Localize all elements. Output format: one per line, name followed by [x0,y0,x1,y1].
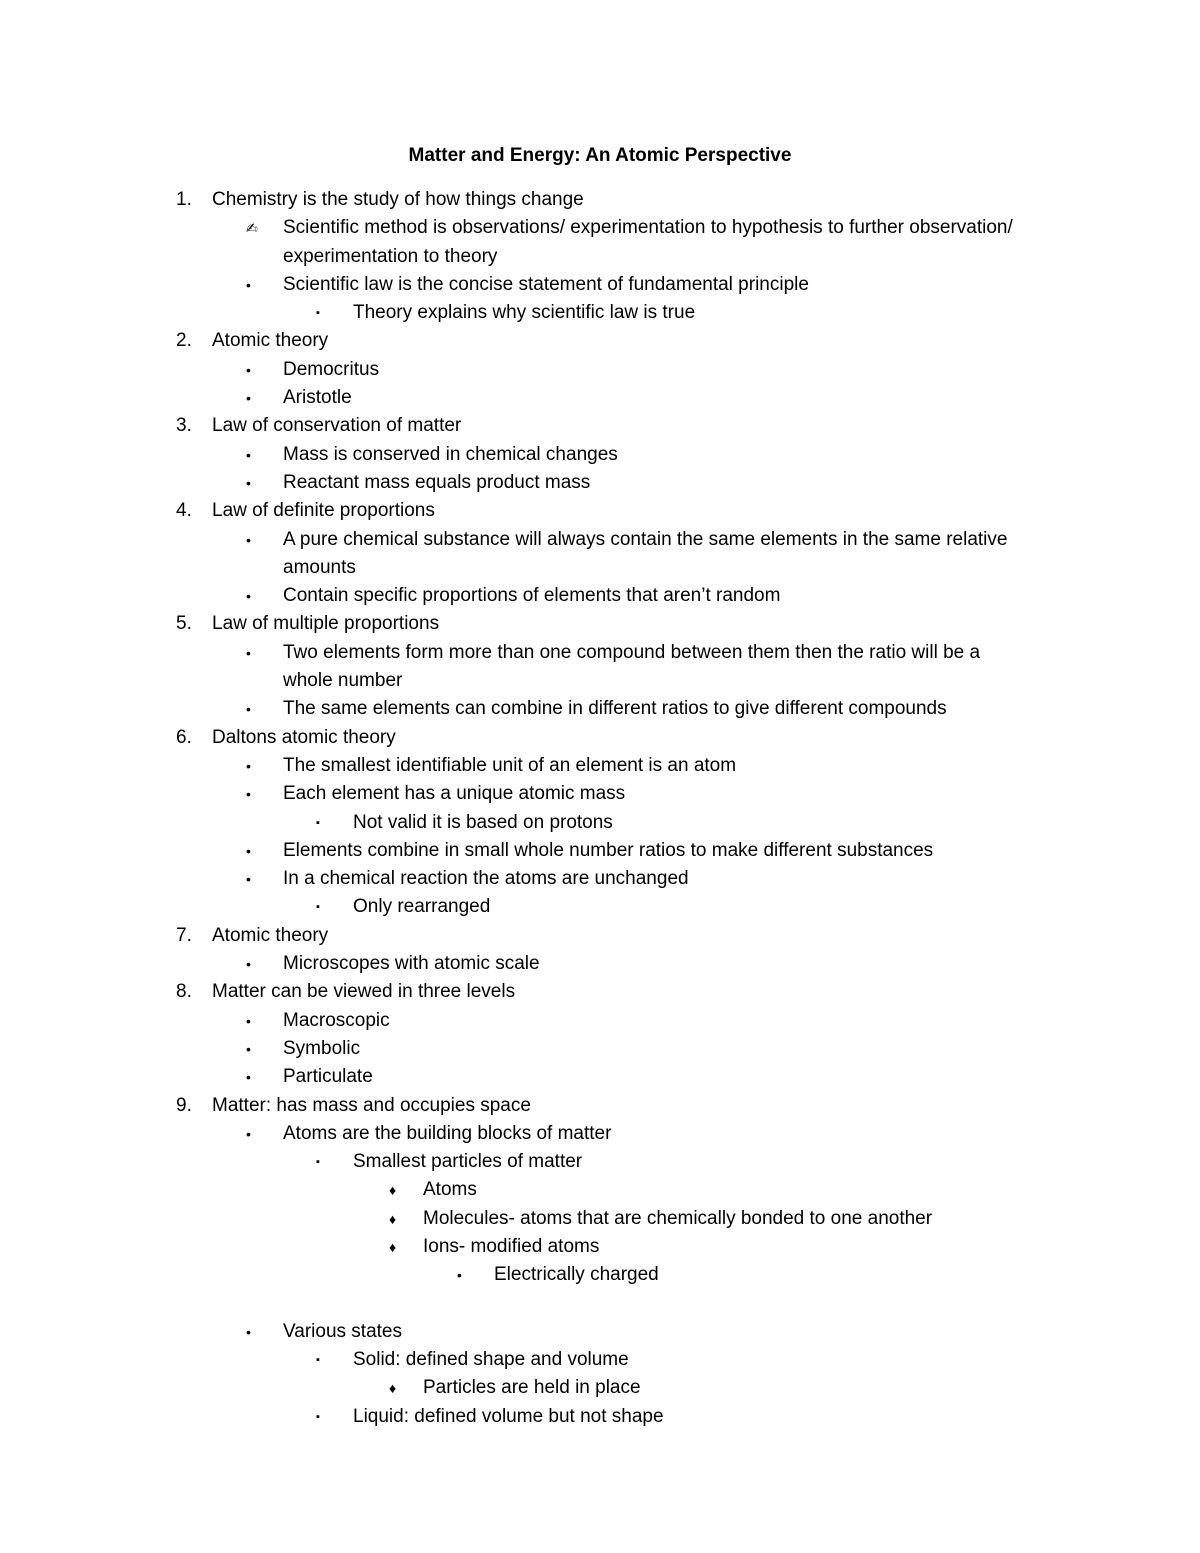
outline-item [0,356,1200,384]
bullet-marker: ♦ [389,1380,397,1397]
bullet-marker: • [246,276,251,293]
item-text: In a chemical reaction the atoms are unchanged [283,868,689,890]
item-text: Each element has a unique atomic mass [283,783,626,805]
bullet-marker: • [246,474,251,491]
item-text: Liquid: defined volume but not shape [353,1405,664,1427]
bullet-marker: • [246,446,251,463]
item-text: Elements combine in small whole number ratios to make different substances [283,839,934,861]
item-text: Symbolic [283,1037,361,1059]
item-text: The smallest identifiable unit of an element is an atom [283,754,737,776]
list-number: 6. [176,726,192,748]
item-text: Smallest particles of matter [353,1151,583,1173]
bullet-marker: ▪ [316,307,320,320]
item-text: Daltons atomic theory [212,726,396,748]
outline-item [0,469,1200,497]
outline-list [0,186,1200,1431]
outline-numbered-item [0,724,1200,752]
outline-item [0,582,1200,610]
outline-item [0,214,1200,242]
list-number: 3. [176,415,192,437]
outline-numbered-item [0,497,1200,525]
outline-item [0,1318,1200,1346]
item-text: Molecules- atoms that are chemically bonded to one another [423,1207,933,1229]
bullet-marker: ♦ [389,1238,397,1255]
item-text: Atoms [423,1179,477,1201]
outline-item [0,1176,1200,1204]
item-text: Law of conservation of matter [212,415,462,437]
bullet-marker: • [246,1040,251,1057]
item-text: whole number [283,670,403,692]
item-text: Atomic theory [212,924,329,946]
item-text: Mass is conserved in chemical changes [283,443,618,465]
bullet-marker: • [246,1069,251,1086]
bullet-marker: ✍ [246,220,258,237]
item-text: Democritus [283,358,380,380]
bullet-marker: ♦ [389,1182,397,1199]
bullet-marker: ▪ [316,1354,320,1367]
item-text: Particles are held in place [423,1377,641,1399]
item-text: experimentation to theory [283,245,498,267]
list-number: 1. [176,189,192,210]
outline-item [0,384,1200,412]
bullet-marker: • [246,361,251,378]
outline-item [0,271,1200,299]
outline-numbered-item [0,1092,1200,1120]
outline-numbered-item [0,186,1200,214]
outline-item [0,1205,1200,1233]
bullet-marker: ♦ [389,1210,397,1227]
bullet-marker: • [246,757,251,774]
outline-item [0,1233,1200,1261]
outline-item [0,1374,1200,1402]
outline-item [0,1290,1200,1318]
item-text: Scientific law is the concise statement of fundamental principle [283,273,809,295]
item-text: Solid: defined shape and volume [353,1349,629,1371]
list-number: 5. [176,613,192,635]
item-text: Electrically charged [494,1264,659,1286]
item-text: A pure chemical substance will always contain the same elements in the same relative [283,528,1008,550]
item-text: Not valid it is based on protons [353,811,613,833]
item-text: Contain specific proportions of elements that aren’t random [283,585,781,607]
item-text: Aristotle [283,387,352,409]
bullet-marker: • [246,644,251,661]
item-text: Matter can be viewed in three levels [212,981,516,1003]
bullet-marker: • [246,531,251,548]
item-text: Law of definite proportions [212,500,435,522]
item-text: Atoms are the building blocks of matter [283,1122,612,1144]
item-text: Scientific method is observations/ experimentation to hypothesis to further observation/ [283,217,1013,239]
item-text: amounts [283,556,356,578]
bullet-marker: ▪ [316,1410,320,1423]
outline-item [0,1063,1200,1091]
bullet-marker: ▪ [316,901,320,914]
outline-item [0,837,1200,865]
bullet-marker: • [246,786,251,803]
outline-item [0,526,1200,554]
item-text: Two elements form more than one compound between them then the ratio will be a [283,641,981,663]
document-title: Matter and Energy: An Atomic Perspective [408,145,792,166]
outline-numbered-item [0,327,1200,355]
bullet-marker: • [457,1267,462,1284]
outline-item [0,780,1200,808]
item-text: Reactant mass equals product mass [283,471,591,493]
bullet-marker: • [246,871,251,888]
outline-item [0,1120,1200,1148]
outline-item [0,809,1200,837]
item-text: Atomic theory [212,330,329,352]
outline-item [0,1148,1200,1176]
outline-item [0,695,1200,723]
bullet-marker: ▪ [316,816,320,829]
list-number: 4. [176,500,192,522]
list-number: 7. [176,924,192,946]
item-text: Ions- modified atoms [423,1235,600,1257]
outline-item [0,893,1200,921]
outline-numbered-item [0,922,1200,950]
bullet-marker: • [246,1012,251,1029]
bullet-marker: ▪ [316,1156,320,1169]
bullet-marker: • [246,1323,251,1340]
bullet-marker: • [246,701,251,718]
outline-item [0,1035,1200,1063]
item-text: Microscopes with atomic scale [283,953,540,975]
outline-numbered-item [0,978,1200,1006]
item-text: Law of multiple proportions [212,613,440,635]
outline-item [0,950,1200,978]
bullet-marker: • [246,390,251,407]
bullet-marker: • [246,1125,251,1142]
bullet-marker: • [246,956,251,973]
outline-numbered-item [0,412,1200,440]
bullet-marker: • [246,842,251,859]
bullet-marker: • [246,588,251,605]
outline-item [0,1261,1200,1289]
item-text: Chemistry is the study of how things change [212,189,584,210]
outline-item [0,441,1200,469]
item-text: Matter: has mass and occupies space [212,1094,531,1116]
outline-item [0,243,1200,271]
list-number: 8. [176,981,192,1003]
item-text: Particulate [283,1066,373,1088]
outline-item [0,752,1200,780]
item-text: Only rearranged [353,896,491,918]
outline-item [0,554,1200,582]
outline-item [0,1403,1200,1431]
outline-numbered-item [0,610,1200,638]
outline-item [0,667,1200,695]
item-text: Theory explains why scientific law is true [353,302,696,324]
list-number: 9. [176,1094,192,1116]
outline-item [0,639,1200,667]
list-number: 2. [176,330,192,352]
outline-item [0,865,1200,893]
item-text: Macroscopic [283,1009,390,1031]
item-text: The same elements can combine in different ratios to give different compounds [283,698,947,720]
outline-item [0,1346,1200,1374]
outline-item [0,1007,1200,1035]
item-text: Various states [283,1320,402,1342]
outline-item [0,299,1200,327]
